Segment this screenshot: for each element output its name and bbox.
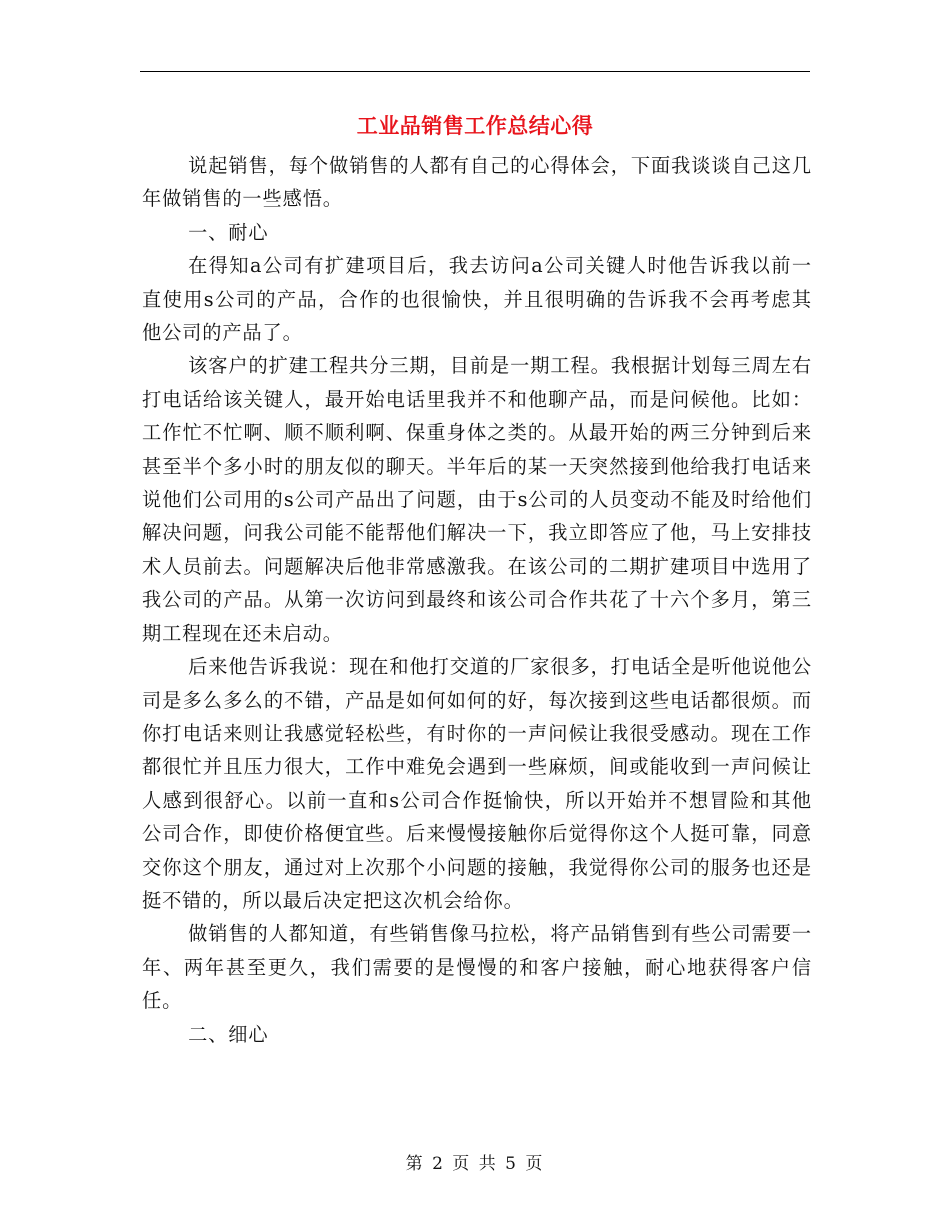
section-heading-patience: 一、耐心 bbox=[188, 220, 269, 244]
section-heading-carefulness: 二、细心 bbox=[188, 1022, 269, 1046]
paragraph: 在得知a公司有扩建项目后，我去访问a公司关键人时他告诉我以前一直使用s公司的产品，合作的也很愉快，并且很明确的告诉我不会再考虑其他公司的产品了。 bbox=[142, 254, 812, 345]
paragraph: 该客户的扩建工程共分三期，目前是一期工程。我根据计划每三周左右打电话给该关键人，最开始电话里我并不和他聊产品，而是问候他。比如：工作忙不忙啊、顺不顺利啊、保重身体之类的。从最开始的两三分钟到后来甚至半个多小时的朋友似的聊天。半年后的某一天突然接到他给我打电话来说他们公司用的s公司产品出了问题，由于s公司的人员变动不能及时给他们解决问题，问我公司能不能帮他们解决一下，我立即答应了他，马上安排技术人员前去。问题解决后他非常感激我。在该公司的二期扩建项目中选用了我公司的产品。从第一次访问到最终和该公司合作共花了十六个多月，第三期工程现在还未启动。 bbox=[142, 354, 812, 645]
page-number-footer: 第 2 页 共 5 页 bbox=[405, 1154, 545, 1174]
document-title: 工业品销售工作总结心得 bbox=[356, 114, 594, 138]
paragraph: 后来他告诉我说：现在和他打交道的厂家很多，打电话全是听他说他公司是多么多么的不错，产品是如何如何的好，每次接到这些电话都很烦。而你打电话来则让我感觉轻松些，有时你的一声问候让我很受感动。现在工作都很忙并且压力很大，工作中难免会遇到一些麻烦，间或能收到一声问候让人感到很舒心。以前一直和s公司合作挺愉快，所以开始并不想冒险和其他公司合作，即使价格便宜些。后来慢慢接触你后觉得你这个人挺可靠，同意交你这个朋友，通过对上次那个小问题的接触，我觉得你公司的服务也还是挺不错的，所以最后决定把这次机会给你。 bbox=[142, 655, 812, 912]
paragraph-intro: 说起销售，每个做销售的人都有自己的心得体会，下面我谈谈自己这几年做销售的一些感悟。 bbox=[142, 154, 812, 211]
paragraph: 做销售的人都知道，有些销售像马拉松，将产品销售到有些公司需要一年、两年甚至更久，我们需要的是慢慢的和客户接触，耐心地获得客户信任。 bbox=[142, 922, 812, 1013]
document-body bbox=[142, 149, 812, 1051]
header-rule bbox=[140, 71, 810, 72]
